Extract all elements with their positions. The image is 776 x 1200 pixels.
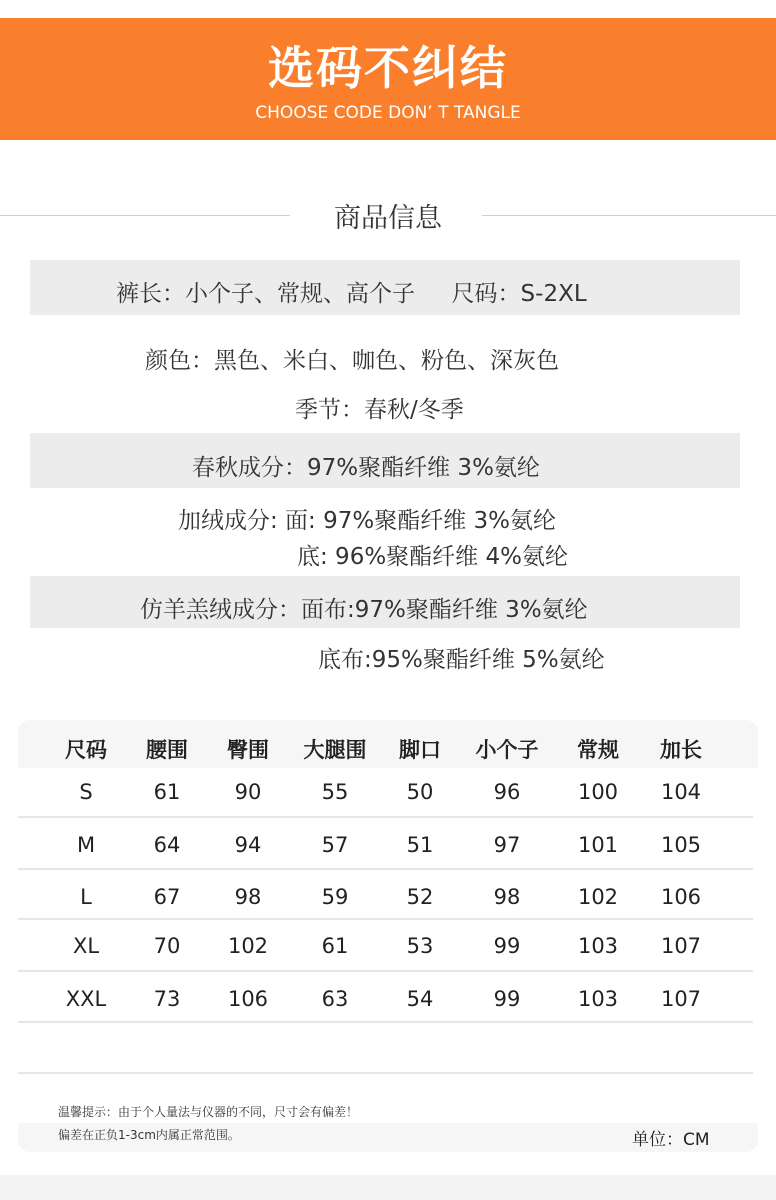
table-cell: 105: [660, 833, 702, 857]
table-cell: 70: [153, 934, 181, 958]
header-long: 加长: [660, 738, 702, 762]
table-cell: 102: [227, 934, 269, 958]
row-separator: [18, 868, 753, 870]
banner-title: 选码不纠结: [268, 41, 508, 95]
row-separator: [18, 970, 753, 972]
table-cell: XL: [72, 934, 100, 958]
table-cell: 99: [493, 934, 521, 958]
table-cell: S: [79, 780, 93, 804]
table-cell: 104: [660, 780, 702, 804]
table-cell: 59: [321, 885, 349, 909]
table-cell: 102: [577, 885, 619, 909]
table-cell: 96: [493, 780, 521, 804]
table-cell: 97: [493, 833, 521, 857]
bottom-strip: [0, 1175, 776, 1200]
info-season: 季节：春秋/冬季: [295, 397, 464, 423]
table-cell: 100: [577, 780, 619, 804]
table-cell: 64: [153, 833, 181, 857]
info-lambswool-base: 底布:95%聚酯纤维 5%氨纶: [318, 647, 605, 673]
table-cell: 107: [660, 987, 702, 1011]
table-cell: 50: [406, 780, 434, 804]
table-cell: M: [76, 833, 96, 857]
header-hem: 脚口: [399, 738, 441, 762]
table-cell: 99: [493, 987, 521, 1011]
row-separator: [18, 816, 753, 818]
table-cell: 90: [234, 780, 262, 804]
banner-subtitle: CHOOSE CODE DON’ T TANGLE: [255, 103, 521, 123]
table-cell: 54: [406, 987, 434, 1011]
table-cell: 55: [321, 780, 349, 804]
table-cell: 63: [321, 987, 349, 1011]
info-fleece-face: 加绒成分: 面: 97%聚酯纤维 3%氨纶: [178, 508, 557, 534]
info-length-size: 裤长：小个子、常规、高个子 尺码：S-2XL: [116, 281, 587, 307]
header-waist: 腰围: [146, 738, 188, 762]
table-cell: 98: [234, 885, 262, 909]
header-petite: 小个子: [475, 738, 539, 762]
row-separator: [18, 1021, 753, 1023]
info-spring-fabric: 春秋成分：97%聚酯纤维 3%氨纶: [192, 455, 540, 481]
table-cell: 61: [321, 934, 349, 958]
section-title: 商品信息: [334, 203, 442, 234]
table-cell: XXL: [65, 987, 107, 1011]
table-cell: 51: [406, 833, 434, 857]
table-cell: 73: [153, 987, 181, 1011]
table-cell: 107: [660, 934, 702, 958]
table-cell: L: [80, 885, 92, 909]
header-thigh: 大腿围: [303, 738, 367, 762]
info-lambswool-face: 仿羊羔绒成分：面布:97%聚酯纤维 3%氨纶: [140, 597, 588, 623]
table-cell: 103: [577, 934, 619, 958]
table-cell: 53: [406, 934, 434, 958]
header-size: 尺码: [65, 738, 107, 762]
footer-note-2: 偏差在正负1-3cm内属正常范围。: [58, 1128, 240, 1142]
table-cell: 52: [406, 885, 434, 909]
table-cell: 67: [153, 885, 181, 909]
table-cell: 98: [493, 885, 521, 909]
table-cell: 106: [660, 885, 702, 909]
header-hip: 臀围: [227, 738, 269, 762]
row-separator: [18, 1072, 753, 1074]
table-cell: 57: [321, 833, 349, 857]
table-cell: 61: [153, 780, 181, 804]
table-cell: 101: [577, 833, 619, 857]
row-separator: [18, 918, 753, 920]
header-regular: 常规: [577, 738, 619, 762]
info-fleece-base: 底: 96%聚酯纤维 4%氨纶: [297, 544, 568, 570]
table-cell: 94: [234, 833, 262, 857]
table-cell: 103: [577, 987, 619, 1011]
info-colors: 颜色：黑色、米白、咖色、粉色、深灰色: [145, 348, 559, 374]
footer-note-1: 温馨提示：由于个人量法与仪器的不同，尺寸会有偏差！: [58, 1105, 359, 1119]
table-cell: 106: [227, 987, 269, 1011]
unit-label: 单位：CM: [632, 1130, 710, 1150]
